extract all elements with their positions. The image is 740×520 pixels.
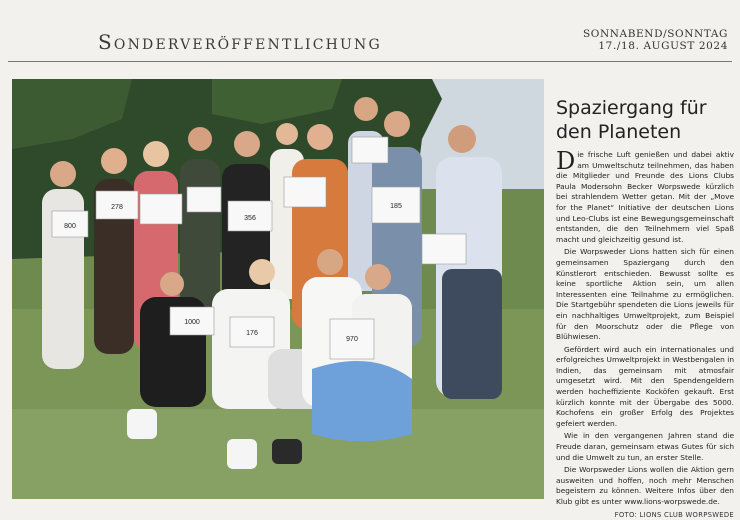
sign-10-number: 1000 — [184, 319, 200, 326]
group-photo — [12, 79, 544, 499]
page-header — [0, 0, 740, 62]
issue-day: SONNABEND/SONNTAG — [582, 28, 728, 40]
sign-2-number: 278 — [111, 204, 123, 211]
article-paragraph-4: Wie in den vergangenen Jahren stand die Freude daran, gemeinsam etwas Gutes für sich und die Umwelt zu tun, an erster Stelle. — [556, 431, 734, 462]
article-paragraph-5: Die Worpsweder Lions wollen die Aktion gern ausweiten und hoffen, noch mehr Menschen begeistern zu können. Weitere Infos über den Klub gibt es unter www.lions-worpswede.de. — [556, 465, 734, 506]
sign-13-number: 970 — [346, 336, 358, 343]
header-rule — [8, 61, 732, 62]
article-body — [556, 147, 734, 520]
sign-5-number: 356 — [244, 215, 256, 222]
article — [556, 96, 734, 520]
sign-1-number: 800 — [64, 223, 76, 230]
drop-cap: D — [556, 147, 576, 175]
sign-8-number: 185 — [390, 203, 402, 210]
headline-line-2: den Planeten — [556, 121, 682, 143]
headline-line-1: Spaziergang für — [556, 97, 707, 119]
section-title: Sonderveröffentlichung — [98, 30, 382, 54]
issue-date: 17./18. AUGUST 2024 — [598, 40, 728, 52]
article-headline — [556, 96, 734, 144]
sign-11-number: 176 — [246, 330, 258, 337]
date-block — [583, 28, 728, 52]
article-paragraph-3: Gefördert wird auch ein internationales und erfolgreiches Umweltprojekt in Westbengalen in Indien, das gemeinsam mit atmosfair umgesetzt wird. Mit den Spendengeldern werden hocheffiziente Kocköfen gekauft. Erst kürzlich konnte mit der Übergabe des 5000. Kochofens ein großer Erfolg des Projektes gefeiert werden. — [556, 344, 734, 428]
article-paragraph-1: Die frische Luft genießen und dabei aktiv am Umweltschutz teilnehmen, das haben die Mitglieder und Freunde des Lions Clubs Paula Modersohn Becker Worpswede kürzlich bei strahlendem Wetter getan. Mit der „Move for the Planet“ Initiative der deutschen Lions und Leo-Clubs ist eine Bewegungsgemeinschaft entstanden, die den Teilnehmern viel Spaß macht und gleichzeitig gesund ist. — [556, 147, 734, 244]
group-photo-illustration — [12, 79, 544, 499]
article-paragraph-2: Die Worpsweder Lions hatten sich für einen gemeinsamen Spaziergang durch den Künstlerort entschieden. Bewusst sollte es keine sportliche Aktion sein, um allen Interessenten eine Teilnahme zu ermöglichen. Die Startgebühr spendeten die Lions jeweils für ein nachhaltiges Umweltprojekt, zum Beispiel für den Moorschutz oder die Pflege von Blühwiesen. — [556, 247, 734, 342]
photo-credit: FOTO: LIONS CLUB WORPSWEDE — [614, 510, 734, 519]
